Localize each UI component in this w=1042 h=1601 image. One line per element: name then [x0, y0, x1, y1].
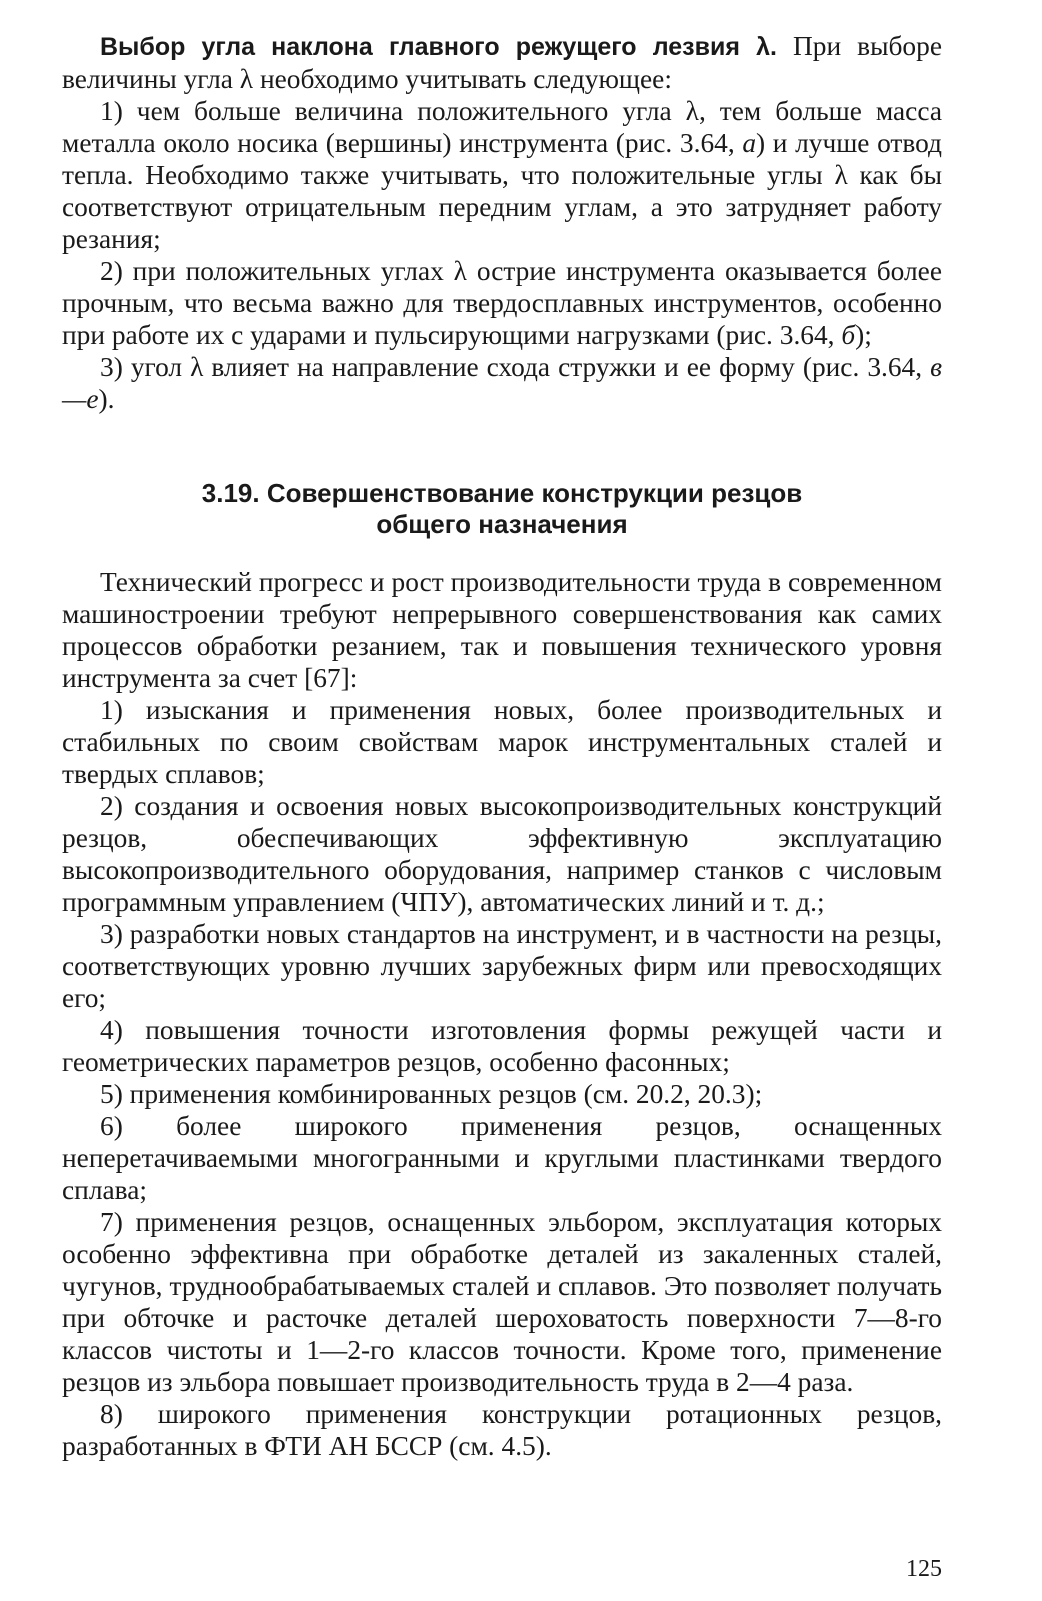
run-in-title: Выбор угла наклона главного режущего лезвия λ.	[100, 33, 777, 61]
list-item: 5) применения комбинированных резцов (см. 20.2, 20.3);	[100, 1079, 763, 1109]
list-item	[62, 255, 942, 351]
list-item: 7) применения резцов, оснащенных эльбором, эксплуатация которых особенно эффективна при обработке деталей из закаленных сталей, чугунов, труднообрабатываемых сталей и сплавов. Это позволяет получать при обточке и расточке деталей шероховатость поверхности 7—8-го классов чистоты и 1—2-го классов точности. Кроме того, применение резцов из эльбора повышает производительность труда в 2—4 раза.	[62, 1207, 942, 1397]
section-cutters-improvement	[62, 566, 942, 1462]
paragraph-intro-text: При выборе величины угла λ необходимо учитывать следующее:	[62, 31, 942, 94]
list-item: 3) разработки новых стандартов на инструмент, и в частности на резцы, соответствующих уровню лучших зарубежных фирм или превосходящих его;	[62, 919, 942, 1013]
paragraph-intro: Технический прогресс и рост производительности труда в современном машиностроении требуют непрерывного совершенствования как самих процессов обработки резанием, так и повышения технического уровня инструмента за счет [67]:	[62, 567, 942, 693]
list-item	[62, 95, 942, 255]
section-heading-line1: 3.19. Совершенствование конструкции резцов	[201, 478, 803, 508]
list-item-text: 2) при положительных углах λ острие инструмента оказывается более прочным, что весьма важно для твердосплавных инструментов, особенно при работе их с ударами и пульсирующими нагрузками (рис. 3.64,	[62, 256, 942, 350]
section-heading	[62, 478, 942, 540]
figure-ref: б	[841, 320, 856, 350]
section-heading-line2: общего назначения	[376, 509, 628, 539]
figure-ref: а	[742, 128, 757, 158]
list-item: 2) создания и освоения новых высокопроизводительных конструкций резцов, обеспечивающих эффективную эксплуатацию высокопроизводительного оборудования, например станков с числовым программным управлением (ЧПУ), автоматических линий и т. д.;	[62, 791, 942, 917]
list-item: 8) широкого применения конструкции ротационных резцов, разработанных в ФТИ АН БССР (см. 4.5).	[62, 1399, 942, 1461]
page-number: 125	[906, 1556, 942, 1582]
list-item-tail: ) и лучше отвод тепла. Необходимо также учитывать, что положительные углы λ как бы соответствуют отрицательным передним углам, а это затрудняет работу резания;	[62, 128, 942, 254]
paragraph-intro	[62, 30, 942, 95]
list-item: 6) более широкого применения резцов, оснащенных неперетачиваемыми многогранными и круглыми пластинками твердого сплава;	[62, 1111, 942, 1205]
section-lambda-angle	[62, 30, 942, 415]
list-item-tail: );	[855, 320, 872, 350]
list-item-tail: ).	[98, 384, 115, 414]
list-item	[62, 351, 942, 415]
list-item: 1) изыскания и применения новых, более производительных и стабильных по своим свойствам марок инструментальных сталей и твердых сплавов;	[62, 695, 942, 789]
list-item: 4) повышения точности изготовления формы режущей части и геометрических параметров резцов, особенно фасонных;	[62, 1015, 942, 1077]
list-item-text: 1) чем больше величина положительного угла λ, тем больше масса металла около носика (вершины) инструмента (рис. 3.64,	[62, 96, 942, 158]
figure-ref: в—е	[62, 352, 942, 414]
list-item-text: 3) угол λ влияет на направление схода стружки и ее форму (рис. 3.64,	[100, 352, 931, 382]
